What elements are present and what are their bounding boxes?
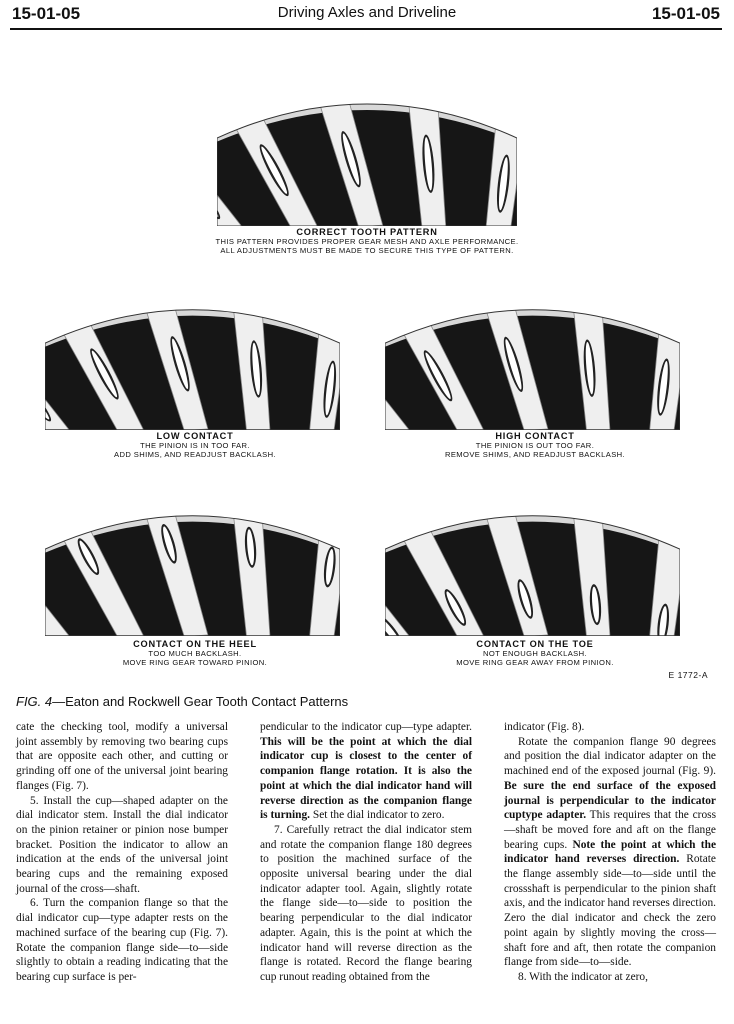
header-rule — [10, 28, 722, 30]
paragraph — [260, 720, 472, 823]
gear-illustration — [45, 488, 340, 636]
caption-heel — [40, 639, 350, 667]
text-column-3 — [504, 720, 716, 985]
text-run: Rotate the companion flange 90 degrees and position the dial indicator adapter on the machined end of the exposed journal (Fig. 9). — [504, 735, 716, 778]
caption-title: CORRECT TOOTH PATTERN — [296, 227, 438, 237]
paragraph: 6. Turn the companion flange so that the dial indicator cup—type adapter rests on the machined surface of the bearing cup (Fig. 7). Rotate the companion flange side—to—side slightly to obtain a reading indicating that the bearing cup surface is per- — [16, 897, 228, 983]
gear-figure-high-contact — [385, 282, 680, 430]
bold-text-run: Be sure the end surface of the exposed journal is perpendicular to the indicator cuptype adapter. — [504, 779, 716, 822]
paragraph: 5. Install the cup—shaped adapter on the dial indicator stem. Install the dial indicator on the pinion retainer or pinion nose bumper bracket. Position the indicator to allow an indication at the ends of the universal joint bearing cups and the remaining exposed journal of the cross—shaft. — [16, 794, 228, 895]
caption-low-contact — [40, 431, 350, 459]
caption-title: CONTACT ON THE TOE — [476, 639, 594, 649]
text-run: Rotate the flange assembly side—to—side until the crossshaft is perpendicular to the pinion shaft axis, and the indicator hand reverses direction. Zero the dial indicator and check the zero point again by slightly moving the cross—shaft fore and aft, then rotate the companion flange from side—to—side. — [504, 853, 716, 969]
caption-title: HIGH CONTACT — [495, 431, 575, 441]
figure-caption-text: —Eaton and Rockwell Gear Tooth Contact Patterns — [52, 694, 349, 709]
text-column-2 — [260, 720, 472, 985]
caption-line: THIS PATTERN PROVIDES PROPER GEAR MESH AND AXLE PERFORMANCE. — [215, 237, 519, 246]
paragraph: cate the checking tool, modify a universal joint assembly by removing two bearing cups that are opposite each other, and cutting or grinding off one of the universal joint bearing flanges (Fig. 7). — [16, 721, 228, 792]
bold-text-run: Note the point at which the indicator hand reverses direction. — [504, 838, 716, 866]
gear-figure-toe — [385, 488, 680, 636]
caption-title: CONTACT ON THE HEEL — [133, 639, 257, 649]
text-run: This requires that the cross—shaft be moved fore and aft on the flange bearing cups. — [504, 809, 717, 851]
bold-text-run: This will be the point at which the dial indicator cup is closest to the center of companion flange rotation. It is also the point at which the dial indicator hand will reverse direction as the companion flange is turning. — [260, 735, 472, 822]
caption-line: THE PINION IS OUT TOO FAR. — [475, 441, 595, 450]
caption-title: LOW CONTACT — [156, 431, 234, 441]
gear-illustration — [217, 76, 517, 226]
gear-illustration — [385, 282, 680, 430]
page-header — [0, 0, 734, 28]
caption-line: MOVE RING GEAR TOWARD PINION. — [122, 658, 268, 668]
gear-figure-low-contact — [45, 282, 340, 430]
caption-line: REMOVE SHIMS, AND READJUST BACKLASH. — [444, 450, 626, 460]
text-run: Set the dial indicator to zero. — [310, 809, 445, 822]
caption-line: NOT ENOUGH BACKLASH. — [482, 649, 588, 658]
caption-line: ALL ADJUSTMENTS MUST BE MADE TO SECURE THIS TYPE OF PATTERN. — [220, 246, 514, 256]
figure-number: E 1772-A — [668, 670, 708, 680]
caption-toe — [380, 639, 690, 667]
text-column-1 — [16, 720, 228, 985]
caption-correct — [160, 227, 574, 255]
paragraph: 8. With the indicator at zero, — [518, 970, 648, 983]
caption-high-contact — [380, 431, 690, 459]
gear-illustration — [385, 488, 680, 636]
paragraph — [504, 735, 716, 970]
caption-line: MOVE RING GEAR AWAY FROM PINION. — [456, 658, 614, 668]
figure-caption — [16, 694, 348, 709]
page-number-right: 15-01-05 — [651, 4, 720, 23]
gear-figure-heel — [45, 488, 340, 636]
caption-line: TOO MUCH BACKLASH. — [148, 649, 242, 658]
paragraph: indicator (Fig. 8). — [504, 721, 585, 733]
caption-line: ADD SHIMS, AND READJUST BACKLASH. — [113, 450, 276, 460]
caption-line: THE PINION IS IN TOO FAR. — [140, 441, 250, 450]
text-run: pendicular to the indicator cup—type adapter. — [260, 721, 472, 733]
gear-illustration — [45, 282, 340, 430]
paragraph: 7. Carefully retract the dial indicator stem and rotate the companion flange 180 degrees to position the machined surface of the opposite universal bearing under the dial indicator adapter tool. Again, slightly rotate the flange side—to—side to position the bearing perpendicular to the dial indicator adapter. Again, this is the point at which the indicator hand will reverse direction as the flange is rotated. Record the flange bearing cup runout reading obtained from the — [260, 823, 472, 983]
page-title: Driving Axles and Driveline — [277, 4, 457, 21]
figure-label: FIG. 4 — [16, 694, 53, 709]
gear-figure-correct — [217, 76, 517, 226]
page-number-left: 15-01-05 — [12, 4, 81, 23]
